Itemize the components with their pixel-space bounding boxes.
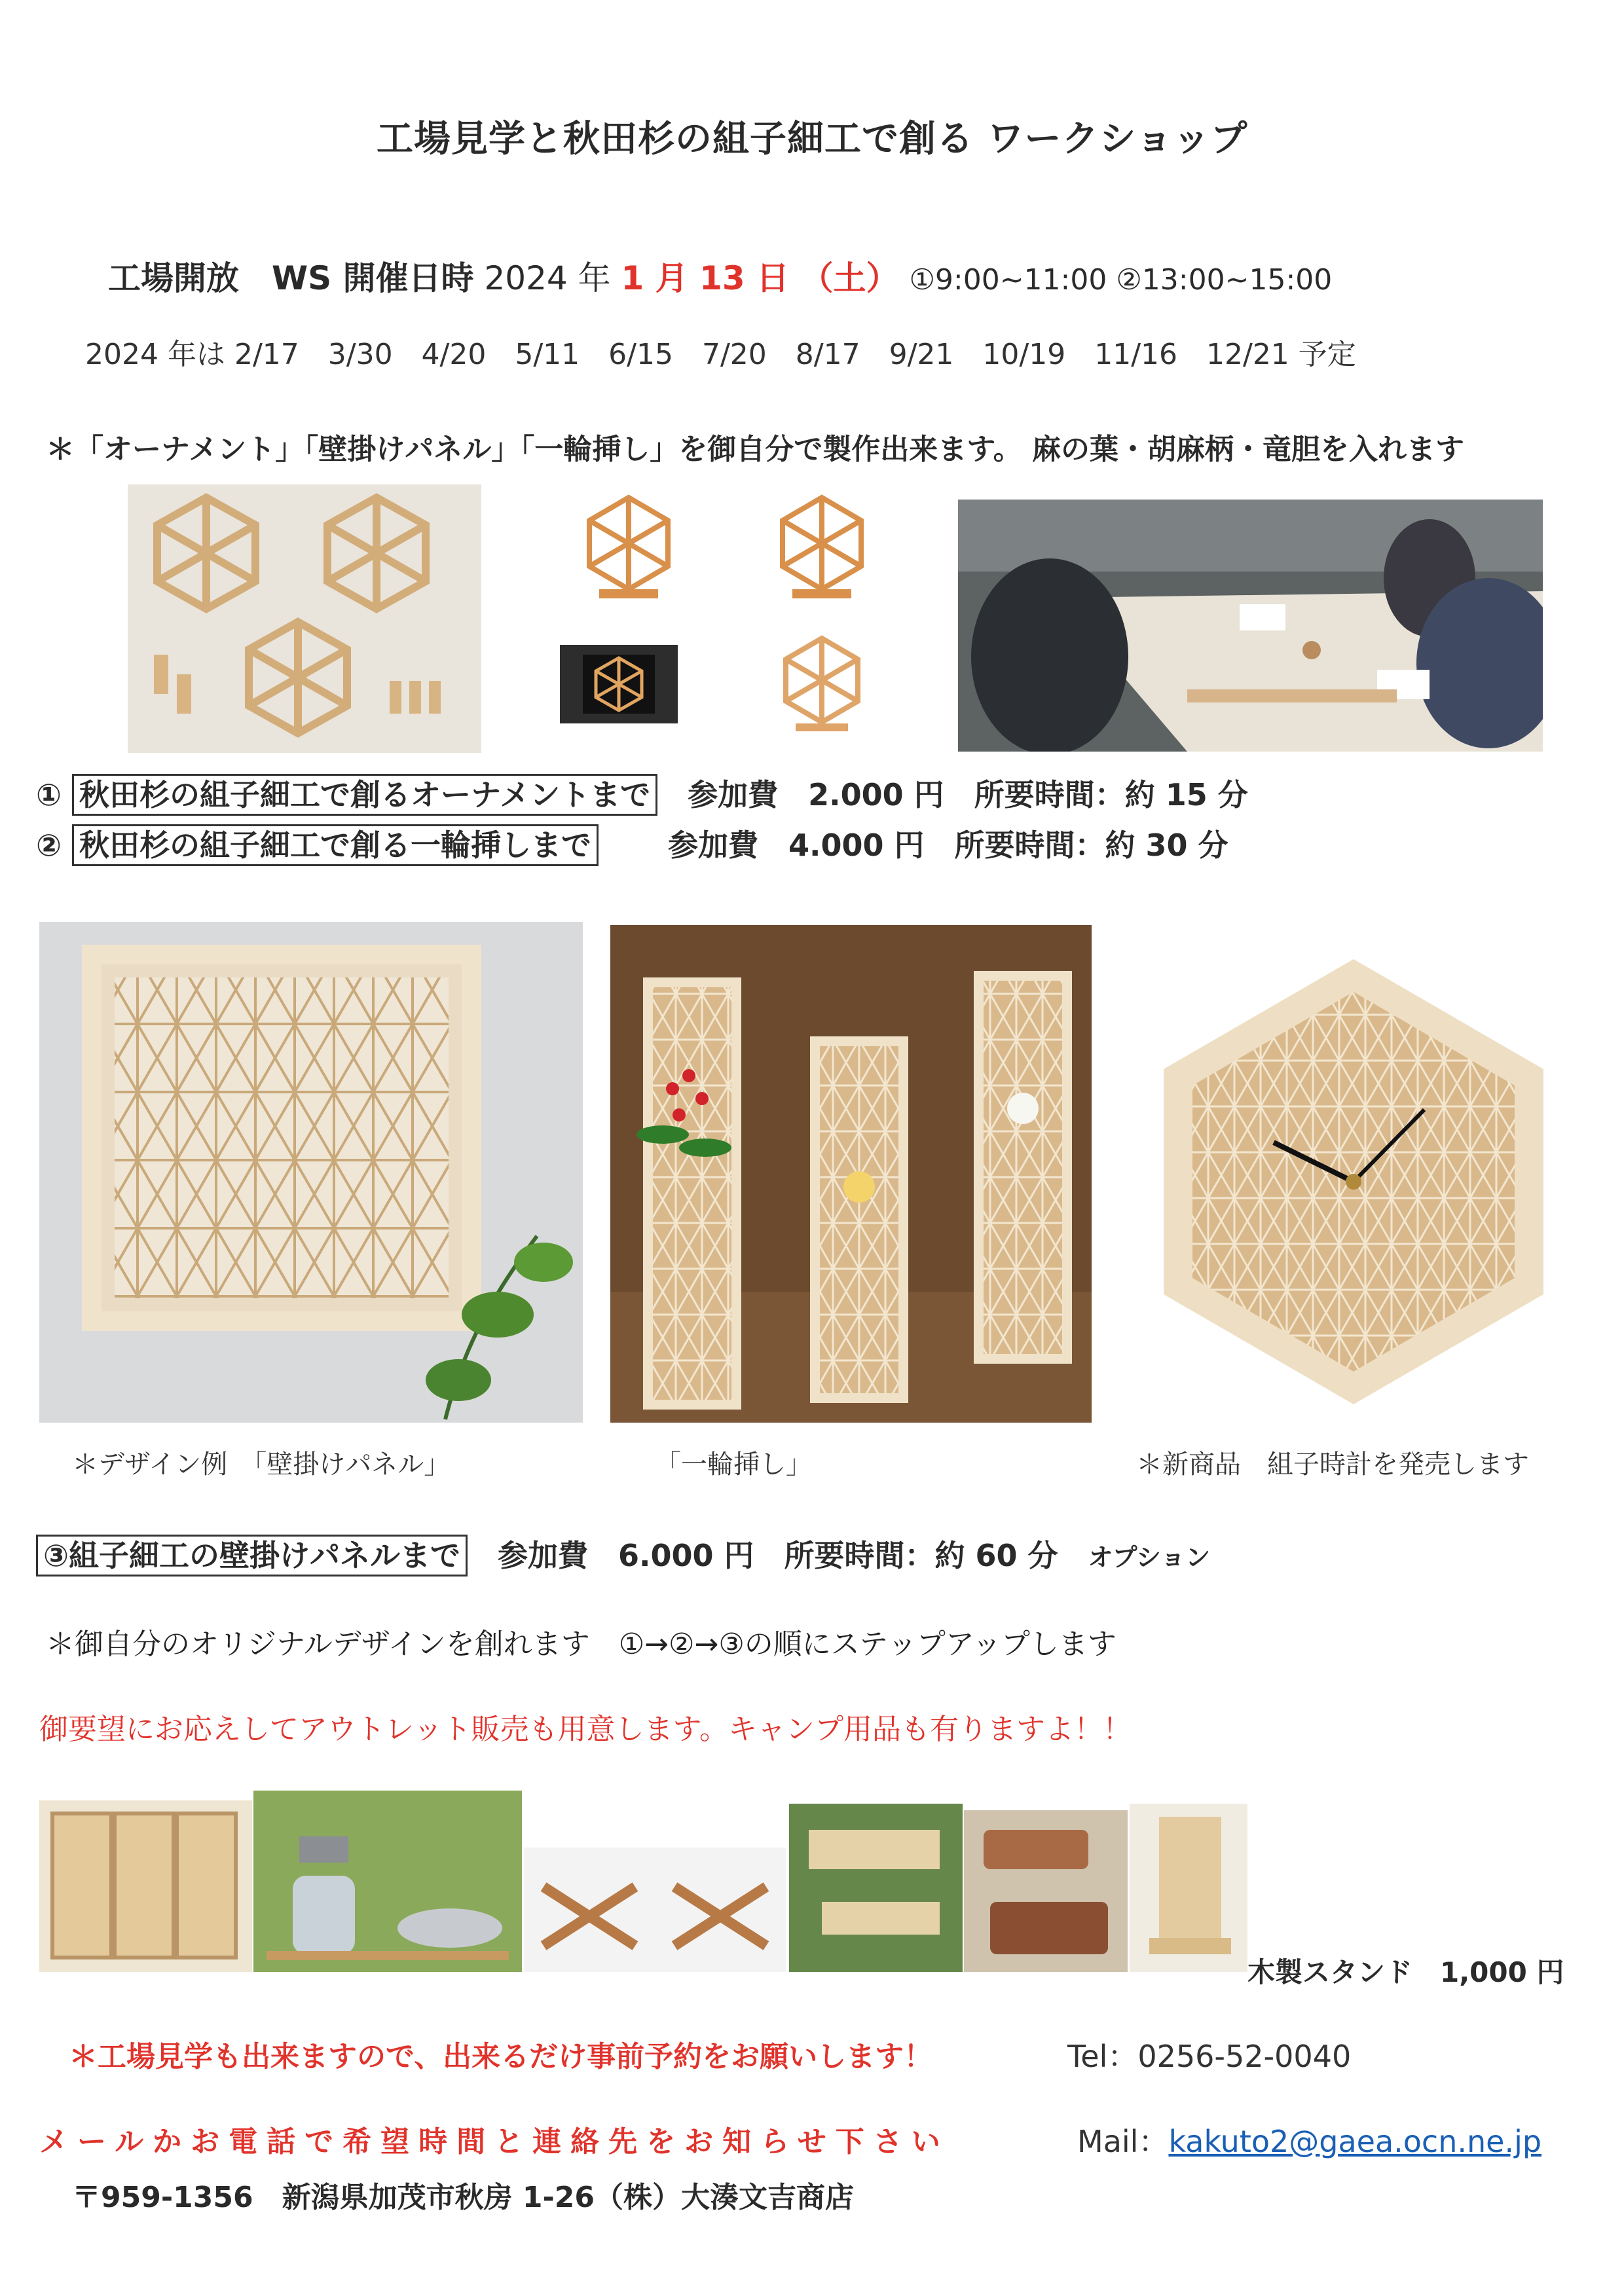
cutting-board-photo (964, 1810, 1128, 1972)
caption-wall-panel: ＊デザイン例 「壁掛けパネル」 (72, 1449, 451, 1480)
wooden-stove-stand-photo (524, 1848, 786, 1972)
tel-number: Tel：0256-52-0040 (1067, 2039, 1352, 2074)
outdoor-table-photo (789, 1804, 963, 1972)
vase-panels-photo (610, 925, 1092, 1423)
reserve-notice: ＊工場見学も出来ますので、出来るだけ事前予約をお願いします！ (69, 2040, 933, 2073)
caption-new-clock: ＊新商品 組子時計を発売します (1136, 1449, 1529, 1480)
wooden-stand-photo (1130, 1804, 1247, 1972)
course-3-option: オプション (1088, 1543, 1211, 1572)
mail-prompt: メールかお電話で希望時間と連絡先をお知らせ下さい (39, 2125, 950, 2159)
page-title: 工場見学と秋田杉の組子細工で創る ワークショップ (377, 118, 1248, 160)
outlet-notice: 御要望にお応えしてアウトレット販売も用意します。キャンプ用品も有りますよ！！ (39, 1713, 1132, 1746)
ornament-stand-photo-3 (747, 632, 897, 740)
mail-link[interactable]: kakuto2@gaea.ocn.ne.jp (1168, 2124, 1542, 2159)
address: 〒959-1356 新潟県加茂市秋房 1-26（株）大湊文吉商店 (72, 2181, 854, 2214)
ornament-stand-photo-1 (553, 491, 704, 609)
event-date: 1 月 13 日 （土） (621, 259, 899, 297)
course-1-fee: 参加費 2.000 円 (688, 777, 944, 812)
mail-label: Mail： (1077, 2124, 1169, 2159)
workshop-participants-photo (958, 500, 1543, 752)
intro-text: ＊「オーナメント」「壁掛けパネル」「一輪挿し」を御自分で製作出来ます。 麻の葉・胡麻柄・竜胆を入れます (46, 433, 1465, 466)
event-date-line (108, 252, 1332, 299)
course-3-time: 所要時間：約 60 分 (784, 1538, 1058, 1573)
schedule-list: 2024 年は 2/17 3/30 4/20 5/11 6/15 7/20 8/17 9/21 10/19 11/16 12/21 予定 (85, 338, 1356, 371)
course-2-fee: 参加費 4.000 円 (667, 828, 925, 863)
course-2-number: ② (36, 828, 62, 863)
event-times: ①9:00~11:00 ②13:00~15:00 (909, 263, 1333, 297)
course-1-time: 所要時間：約 15 分 (974, 777, 1248, 812)
kumiko-clock-photo (1143, 946, 1565, 1417)
stand-price: 木製スタンド 1,000 円 (1247, 1956, 1564, 1988)
course-2-row (36, 822, 1228, 865)
folding-screen-photo (39, 1800, 252, 1972)
ornament-box-photo (553, 632, 684, 730)
ornament-stand-photo-2 (747, 491, 897, 609)
event-year: 2024 年 (484, 259, 611, 297)
course-3-name: ③組子細工の壁掛けパネルまで (36, 1535, 468, 1576)
camping-stove-photo (253, 1791, 522, 1972)
steps-text: ＊御自分のオリジナルデザインを創れます ①→②→③の順にステップアップします (46, 1628, 1116, 1661)
course-3-fee: 参加費 6.000 円 (497, 1538, 754, 1573)
course-2-name: 秋田杉の組子細工で創る一輪挿しまで (72, 824, 599, 866)
caption-vase: 「一輪挿し」 (655, 1449, 812, 1480)
course-1-row (36, 771, 1248, 814)
mail-line (1077, 2118, 1541, 2161)
ornament-parts-photo (128, 484, 481, 753)
course-1-name: 秋田杉の組子細工で創るオーナメントまで (72, 774, 657, 816)
event-label: 工場開放 WS 開催日時 (108, 259, 474, 297)
course-2-time: 所要時間：約 30 分 (954, 828, 1228, 863)
course-1-number: ① (36, 777, 62, 812)
course-3-row (36, 1532, 1210, 1575)
wall-panel-photo (39, 922, 583, 1423)
